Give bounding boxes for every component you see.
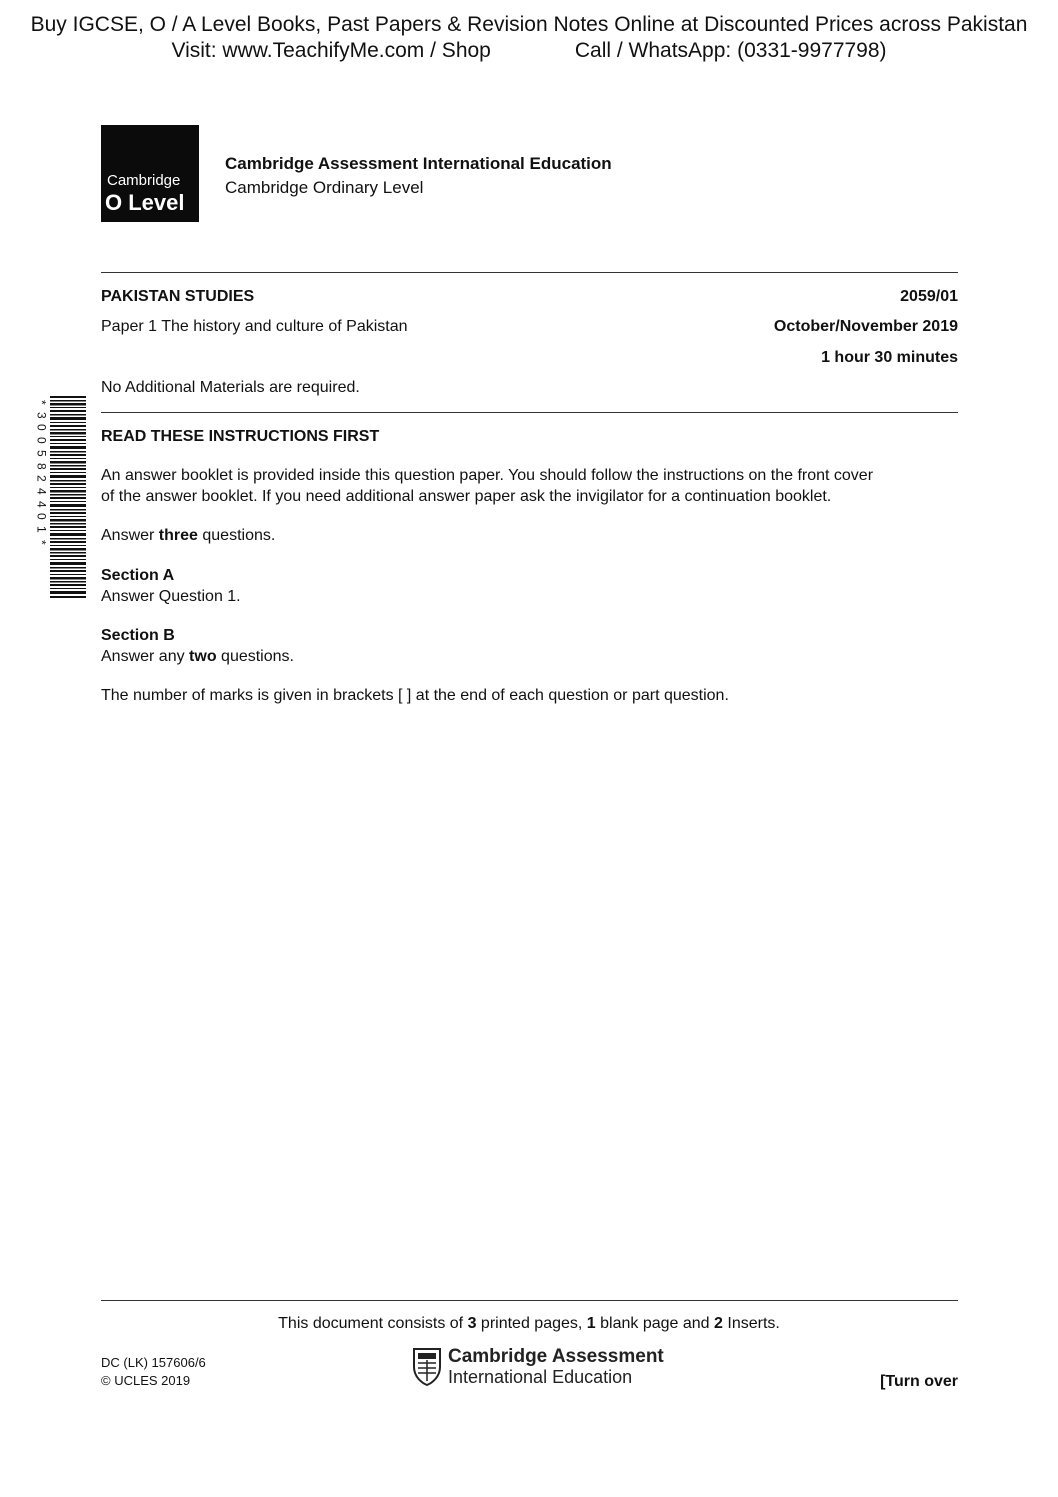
barcode-digit: 8 [34, 462, 49, 470]
copyright: © UCLES 2019 [101, 1373, 191, 1388]
barcode-digit: 5 [34, 449, 49, 457]
barcode-digits [34, 396, 48, 548]
promo-contact-line [0, 38, 1058, 64]
divider [101, 272, 958, 273]
printed-count: 3 [467, 1315, 477, 1332]
blank-label: blank page and [595, 1315, 715, 1332]
cambridge-o-level-logo [101, 125, 199, 222]
barcode-digit: 2 [34, 475, 49, 482]
marks-note: The number of marks is given in brackets [ ] at the end of each question or part question. [101, 687, 729, 704]
answer-count-instruction [101, 526, 275, 546]
materials-note: No Additional Materials are required. [101, 379, 360, 396]
answer-pre: Answer [101, 527, 159, 544]
answer-count: three [158, 527, 198, 544]
barcode-digit: * [34, 400, 49, 405]
section-b-instruction [101, 647, 294, 667]
barcode-digit: 3 [34, 411, 49, 419]
exam-session: October/November 2019 [773, 318, 958, 335]
blank-count: 1 [586, 1315, 596, 1332]
section-b-count: two [189, 648, 217, 665]
turn-over: [Turn over [880, 1373, 958, 1390]
section-b-title: Section B [101, 627, 175, 644]
instructions-paragraph-line-2: of the answer booklet. If you need additional answer paper ask the invigilator for a continuation booklet. [101, 488, 832, 505]
footer-divider [101, 1300, 958, 1301]
consists-pre: This document consists of [278, 1315, 468, 1332]
instructions-paragraph-line-1: An answer booklet is provided inside this question paper. You should follow the instructions on the front cover [101, 467, 874, 484]
cae-logo-line-1: Cambridge Assessment [448, 1346, 664, 1367]
answer-post: questions. [197, 527, 276, 544]
qualification-level: Cambridge Ordinary Level [225, 178, 424, 197]
section-b-post: questions. [216, 648, 294, 665]
cae-logo-line-2: International Education [448, 1367, 633, 1387]
logo-line-1: Cambridge [107, 172, 181, 189]
inserts-count: 2 [714, 1315, 723, 1332]
page-count-statement [0, 1314, 1058, 1334]
instructions-heading: READ THESE INSTRUCTIONS FIRST [101, 428, 380, 445]
promo-phone: Call / WhatsApp: (0331-9977798) [574, 39, 887, 62]
barcode-digit: * [34, 539, 49, 545]
barcode-digit: 4 [34, 487, 49, 495]
logo-line-2: O Level [105, 190, 185, 215]
barcode-digit: 0 [34, 513, 49, 521]
subject-title: PAKISTAN STUDIES [101, 288, 255, 305]
barcode-digit: 0 [34, 424, 49, 432]
cambridge-shield-icon [412, 1347, 442, 1387]
section-b-pre: Answer any [101, 648, 190, 665]
section-a-title: Section A [101, 567, 175, 584]
barcode-digit: 4 [34, 500, 49, 508]
barcode-digit: 1 [34, 526, 49, 533]
divider [101, 412, 958, 413]
organisation-name: Cambridge Assessment International Education [225, 154, 612, 173]
printed-label: printed pages, [476, 1315, 587, 1332]
promo-website: Visit: www.TeachifyMe.com / Shop [171, 39, 491, 62]
promo-banner [0, 12, 1058, 64]
promo-line: Buy IGCSE, O / A Level Books, Past Papers & Revision Notes Online at Discounted Prices across Pakistan [30, 13, 1028, 36]
barcode-digit: 0 [34, 437, 49, 444]
section-a-instruction: Answer Question 1. [101, 588, 241, 605]
document-reference: DC (LK) 157606/6 [101, 1355, 206, 1370]
paper-code: 2059/01 [900, 288, 958, 305]
inserts-label: Inserts. [722, 1315, 780, 1332]
paper-title: Paper 1 The history and culture of Pakistan [101, 318, 408, 335]
exam-duration: 1 hour 30 minutes [821, 349, 958, 366]
